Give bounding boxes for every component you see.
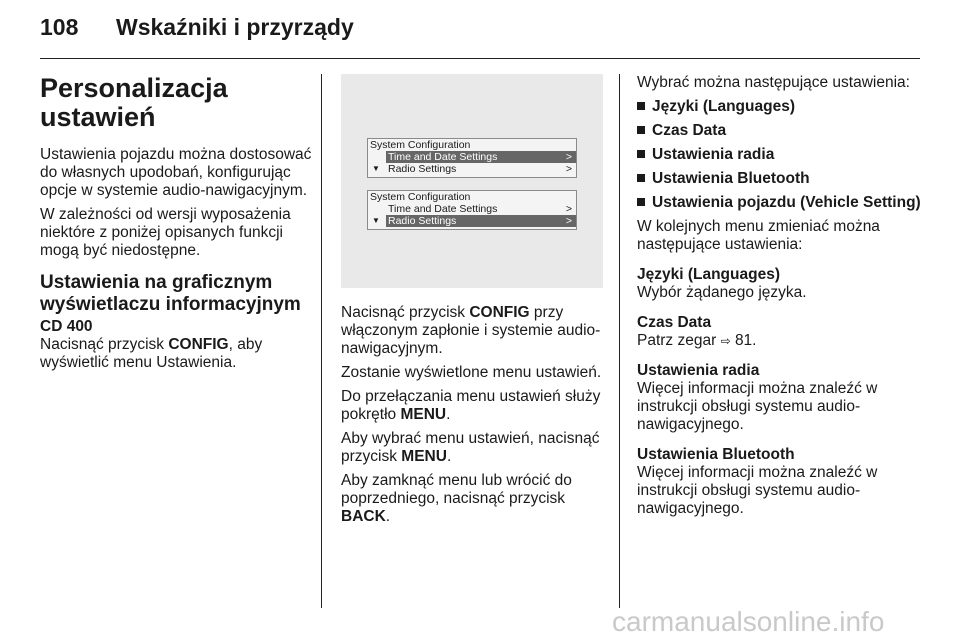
- config-key: CONFIG: [168, 336, 229, 353]
- paragraph: Zostanie wyświetlone menu ustawień.: [341, 364, 602, 381]
- text: .: [446, 406, 451, 423]
- settings-list-label: Czas Data: [652, 122, 727, 139]
- column-middle: [341, 74, 606, 532]
- menu-key: MENU: [401, 448, 447, 465]
- text: przy włączonym zapłonie i systemie audio-nawigacyjnym.: [341, 304, 601, 357]
- setting-description: Więcej informacji można znaleźć w instrukcji obsługi systemu audio-nawigacyjnego.: [637, 380, 878, 433]
- menu-item: [368, 203, 576, 215]
- menu-title: System Configuration: [370, 139, 471, 151]
- back-key: BACK: [341, 508, 386, 525]
- config-key: CONFIG: [469, 304, 530, 321]
- section-title-line2: ustawień: [40, 102, 156, 132]
- page-reference[interactable]: 81.: [734, 332, 757, 349]
- section-title-line1: Personalizacja: [40, 73, 228, 103]
- menu-item-selected: [386, 151, 576, 163]
- setting-description: Więcej informacji można znaleźć w instrukcji obsługi systemu audio-nawigacyjnego.: [637, 464, 878, 517]
- column-divider-2: [619, 74, 620, 608]
- cd-label: CD 400: [40, 318, 93, 335]
- intro-paragraph: Ustawienia pojazdu można dostosować do własnych upodobań, konfigurując opcje w systemie audio-nawigacyjnym.: [40, 146, 312, 199]
- watermark: carmanualsonline.info: [612, 606, 885, 637]
- equipment-note: W zależności od wersji wyposażenia niektóre z poniżej opisanych funkcji mogą być niedostępne.: [40, 206, 291, 259]
- page-number: 108: [40, 14, 79, 40]
- text: Do przełączania menu ustawień służy pokrętło: [341, 388, 601, 423]
- menu-title: System Configuration: [370, 191, 471, 203]
- setting-description: [637, 332, 922, 350]
- menu-key: MENU: [400, 406, 447, 423]
- menu-item-label: Time and Date Settings: [388, 203, 498, 215]
- menu-screen-2: [367, 190, 577, 230]
- settings-list-item: [637, 194, 922, 212]
- settings-list-item: [637, 170, 922, 188]
- paragraph: [341, 388, 606, 424]
- text: .: [446, 448, 452, 465]
- column-divider-1: [321, 74, 322, 608]
- settings-list-item: [637, 98, 922, 116]
- chevron-right-icon: >: [565, 151, 572, 163]
- settings-list-label: Ustawienia Bluetooth: [652, 170, 810, 187]
- bullet-square-icon: [637, 102, 645, 110]
- display-illustration: [341, 74, 603, 288]
- down-triangle-icon: ▼: [372, 164, 380, 173]
- settings-list: [637, 98, 922, 212]
- setting-languages: [637, 266, 922, 302]
- config-instruction: [40, 336, 312, 372]
- bullet-square-icon: [637, 198, 645, 206]
- setting-title: Ustawienia radia: [637, 362, 760, 379]
- setting-title: Języki (Languages): [637, 266, 780, 283]
- chevron-right-icon: >: [565, 163, 572, 175]
- next-menu-text: W kolejnych menu zmieniać można następujące ustawienia:: [637, 218, 880, 253]
- paragraph: [341, 304, 606, 358]
- text: Nacisnąć przycisk: [341, 304, 470, 321]
- menu-item: [368, 163, 576, 175]
- down-triangle-icon: ▼: [372, 216, 380, 225]
- text: Aby wybrać menu ustawień, nacisnąć przycisk: [341, 430, 600, 465]
- text: .: [385, 508, 391, 525]
- menu-screen-1: [367, 138, 577, 178]
- menu-item-label: Radio Settings: [388, 163, 457, 175]
- paragraph: [341, 472, 606, 526]
- text: Nacisnąć przycisk: [40, 336, 169, 353]
- setting-radio: [637, 362, 922, 434]
- subsection-title: Ustawienia na graficznym wyświetlaczu informacyjnym: [40, 272, 301, 315]
- settings-list-item: [637, 122, 922, 140]
- column-right: [637, 74, 922, 518]
- column-left: [40, 74, 312, 378]
- chevron-right-icon: >: [565, 203, 572, 215]
- options-intro: Wybrać można następujące ustawienia:: [637, 74, 910, 91]
- header-rule: [40, 58, 920, 59]
- setting-time-date: [637, 314, 922, 350]
- settings-list-label: Języki (Languages): [652, 98, 795, 115]
- page-reference-arrow-icon: ⇨: [720, 334, 731, 348]
- setting-bluetooth: [637, 446, 922, 518]
- chapter-title: Wskaźniki i przyrządy: [116, 14, 354, 40]
- text: Patrz zegar: [637, 332, 721, 349]
- settings-list-label: Ustawienia radia: [652, 146, 775, 163]
- bullet-square-icon: [637, 174, 645, 182]
- menu-item-label: Time and Date Settings: [388, 151, 498, 163]
- menu-item-label: Radio Settings: [388, 215, 457, 227]
- bullet-square-icon: [637, 150, 645, 158]
- paragraph: [341, 430, 606, 466]
- settings-list-item: [637, 146, 922, 164]
- section-title: [40, 74, 312, 132]
- setting-description: Wybór żądanego języka.: [637, 284, 807, 301]
- bullet-square-icon: [637, 126, 645, 134]
- setting-title: Czas Data: [637, 314, 712, 331]
- page-header: [40, 14, 354, 41]
- chevron-right-icon: >: [565, 215, 572, 227]
- text: , aby wyświetlić menu Ustawienia.: [40, 336, 263, 371]
- setting-title: Ustawienia Bluetooth: [637, 446, 795, 463]
- text: Aby zamknąć menu lub wrócić do poprzedniego, nacisnąć przycisk: [341, 472, 572, 507]
- menu-item-selected: [372, 215, 576, 227]
- settings-list-label: Ustawienia pojazdu (Vehicle Setting): [652, 194, 921, 211]
